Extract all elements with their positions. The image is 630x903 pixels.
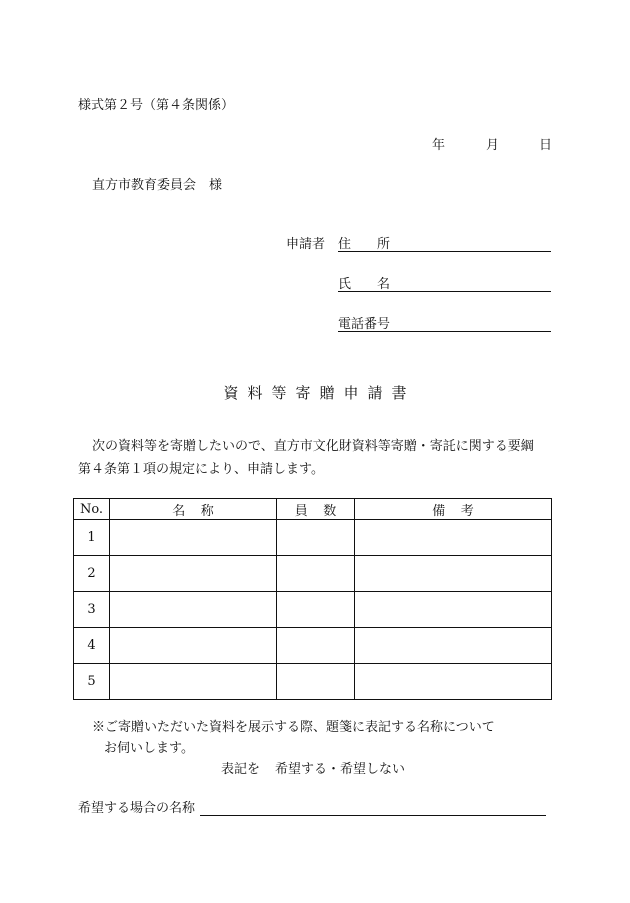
name-label: 氏 名: [338, 277, 391, 292]
applicant-label: 申請者: [286, 237, 326, 252]
name-cell[interactable]: [110, 664, 277, 700]
addressee: 直方市教育委員会 様: [92, 178, 223, 193]
table-row: [74, 592, 552, 628]
row-number: 1: [74, 520, 110, 556]
header-count: [277, 499, 355, 520]
header-count-text: 員数: [294, 503, 352, 519]
note-line1: ※ご寄贈いただいた資料を展示する際、題箋に表記する名称について: [92, 720, 495, 735]
count-cell[interactable]: [277, 664, 355, 700]
items-table: [73, 498, 552, 700]
table-header-row: [74, 499, 552, 520]
desired-name-field[interactable]: [200, 815, 546, 816]
display-preference-options[interactable]: 希望する・希望しない: [275, 762, 406, 777]
row-number: 3: [74, 592, 110, 628]
name-cell[interactable]: [110, 592, 277, 628]
phone-field[interactable]: [338, 331, 551, 332]
table-row: [74, 520, 552, 556]
count-cell[interactable]: [277, 520, 355, 556]
document-title: 資料等寄贈申請書: [223, 384, 416, 402]
form-number: 様式第２号（第４条関係）: [78, 98, 235, 113]
body-text-line2: 第４条第１項の規定により、申請します。: [78, 462, 324, 477]
remarks-cell[interactable]: [355, 628, 552, 664]
name-cell[interactable]: [110, 556, 277, 592]
row-number: 2: [74, 556, 110, 592]
desired-name-label: 希望する場合の名称: [78, 801, 196, 816]
header-no: No.: [74, 499, 110, 520]
date-day-label: 日: [539, 138, 553, 153]
phone-label: 電話番号: [338, 317, 391, 332]
row-number: 5: [74, 664, 110, 700]
header-name: [110, 499, 277, 520]
name-field[interactable]: [338, 291, 551, 292]
body-text-line1: 次の資料等を寄贈したいので、直方市文化財資料等寄贈・寄託に関する要綱: [92, 439, 534, 454]
name-cell[interactable]: [110, 520, 277, 556]
document-title-wrap: [0, 386, 630, 401]
header-name-text: 名称: [172, 503, 230, 519]
address-field[interactable]: [338, 251, 551, 252]
date-month-label: 月: [486, 138, 500, 153]
remarks-cell[interactable]: [355, 664, 552, 700]
note-line2: お伺いします。: [104, 741, 194, 756]
table-row: [74, 664, 552, 700]
header-remarks-text: 備考: [432, 503, 490, 519]
count-cell[interactable]: [277, 628, 355, 664]
date-year-label: 年: [432, 138, 446, 153]
display-preference-label: 表記を: [221, 762, 261, 777]
table-row: [74, 556, 552, 592]
count-cell[interactable]: [277, 592, 355, 628]
table-row: [74, 628, 552, 664]
remarks-cell[interactable]: [355, 556, 552, 592]
address-label: 住 所: [338, 237, 391, 252]
name-cell[interactable]: [110, 628, 277, 664]
row-number: 4: [74, 628, 110, 664]
remarks-cell[interactable]: [355, 592, 552, 628]
remarks-cell[interactable]: [355, 520, 552, 556]
header-remarks: [355, 499, 552, 520]
count-cell[interactable]: [277, 556, 355, 592]
